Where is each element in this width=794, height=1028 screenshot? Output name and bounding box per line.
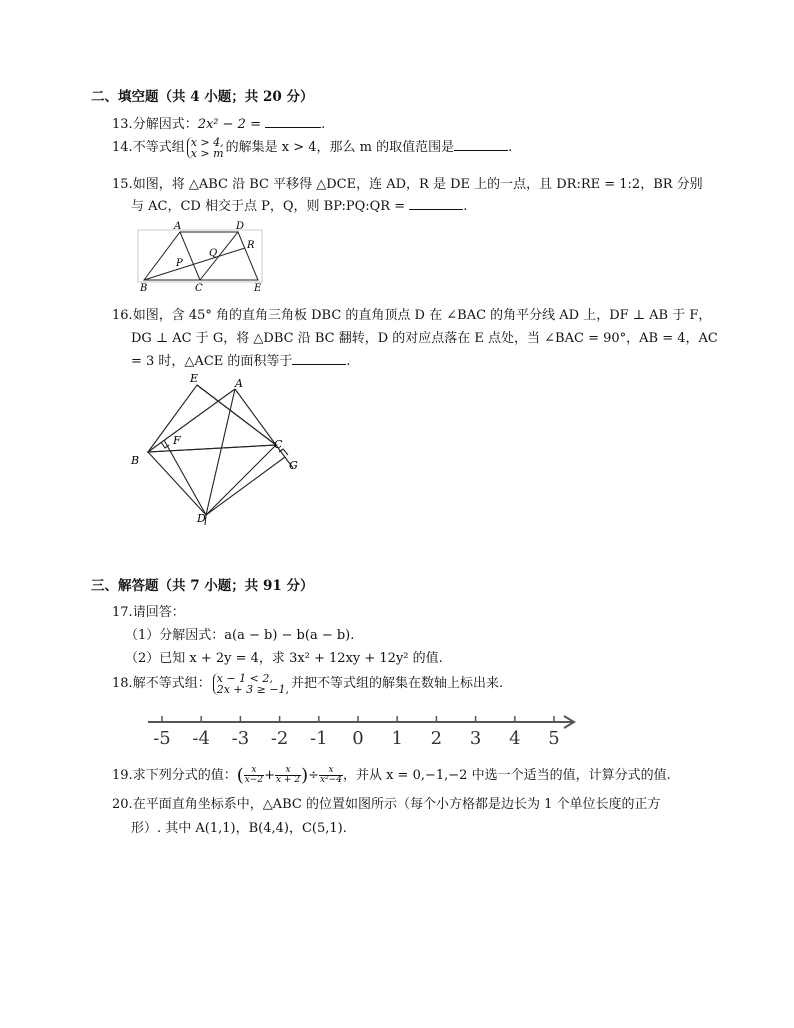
q16-answer-blank xyxy=(292,352,346,365)
segment-df xyxy=(164,440,206,515)
number-line-label: 1 xyxy=(391,728,403,749)
section-3-title: 三、解答题（共 7 小题；共 91 分） xyxy=(91,578,314,594)
q14-text1: 不等式组 xyxy=(132,140,185,155)
q15-figure-frame xyxy=(138,230,262,282)
q17-part1: （1）分解因式：a(a − b) − b(a − b). xyxy=(125,628,355,643)
question-16-line1 xyxy=(112,304,711,323)
q19-f3-numerator: x xyxy=(319,766,343,776)
q14-end: . xyxy=(508,140,513,155)
label-p: P xyxy=(176,258,183,269)
number-line-label: -5 xyxy=(153,728,171,749)
q19-plus: + xyxy=(264,768,275,783)
q13-text: 分解因式： xyxy=(132,117,198,132)
label-b: B xyxy=(140,283,148,292)
q18-text1: 解不等式组： xyxy=(132,676,211,691)
q19-f2-denominator: x + 2 xyxy=(275,775,301,785)
question-16-line3 xyxy=(131,350,351,369)
label-q: Q xyxy=(209,248,218,259)
q16-end: . xyxy=(346,354,351,369)
question-13 xyxy=(112,113,325,132)
label-d: D xyxy=(197,512,206,525)
question-16-line2: DG ⊥ AC 于 G，将 △DBC 沿 BC 翻转，D 的对应点落在 E 点处，当 ∠BAC = 90°，AB = 4，AC xyxy=(131,331,718,346)
question-14 xyxy=(112,136,512,159)
label-f: F xyxy=(173,434,181,447)
triangle-abc xyxy=(144,232,200,280)
q15-line2: 与 AC，CD 相交于点 P，Q，则 BP:PQ:QR = xyxy=(131,199,406,214)
number-line-label: 0 xyxy=(352,728,364,749)
q13-end: . xyxy=(321,117,326,132)
label-c: C xyxy=(274,438,283,451)
q19-open-paren: ( xyxy=(236,765,244,786)
q17-number: 17. xyxy=(112,605,133,620)
question-19 xyxy=(112,764,671,786)
q13-answer-blank xyxy=(265,115,321,128)
q19-f1-denominator: x−2 xyxy=(244,775,264,785)
q17-text: 请回答： xyxy=(132,605,185,620)
number-line xyxy=(140,708,580,750)
q17-part2: （2）已知 x + 2y = 4，求 3x² + 12xy + 12y² 的值. xyxy=(125,651,443,666)
q19-close-paren: ) xyxy=(301,765,309,786)
q18-system xyxy=(213,673,289,695)
label-c: C xyxy=(195,283,203,292)
question-15-line1 xyxy=(112,173,703,192)
q16-number: 16. xyxy=(112,308,133,323)
q14-answer-blank xyxy=(454,138,508,151)
number-line-label: -4 xyxy=(192,728,210,749)
segment-br xyxy=(144,248,245,280)
section-2-title: 二、填空题（共 4 小题；共 20 分） xyxy=(91,89,314,105)
number-line-label: -1 xyxy=(310,728,328,749)
label-a: A xyxy=(235,377,243,390)
number-line-label: 3 xyxy=(469,728,482,749)
q18-sys-line1: x − 1 < 2, xyxy=(216,671,273,685)
q18-number: 18. xyxy=(112,676,133,691)
q16-line3: = 3 时，△ACE 的面积等于 xyxy=(131,354,293,369)
question-18 xyxy=(112,672,503,695)
q14-sys-line2: x > m xyxy=(190,146,224,160)
q19-f1-numerator: x xyxy=(244,766,264,776)
segment-ec xyxy=(197,385,276,445)
q13-expression: 2x² − 2 = xyxy=(197,117,261,132)
segment-ac xyxy=(235,389,276,445)
q19-number: 19. xyxy=(112,768,133,783)
number-line-label: 5 xyxy=(548,728,560,749)
q15-answer-blank xyxy=(409,197,463,210)
q14-sys-line1: x > 4, xyxy=(190,135,224,149)
number-line-label: 4 xyxy=(509,728,521,749)
q19-fraction-3 xyxy=(319,766,343,785)
q20-line1: 在平面直角坐标系中，△ABC 的位置如图所示（每个小方格都是边长为 1 个单位长度的正方 xyxy=(132,797,661,812)
question-20-line1 xyxy=(112,793,660,812)
q18-text2: 并把不等式组的解集在数轴上标出来. xyxy=(291,676,504,691)
label-g: G xyxy=(289,459,298,472)
label-d: D xyxy=(236,221,245,232)
q20-number: 20. xyxy=(112,797,133,812)
q18-sys-line2: 2x + 3 ≥ −1, xyxy=(216,682,290,696)
q16-line1: 如图，含 45° 角的直角三角板 DBC 的直角顶点 D 在 ∠BAC 的角平分线 AD 上，DF ⊥ AB 于 F， xyxy=(132,308,712,323)
q15-end: . xyxy=(463,199,468,214)
q15-figure xyxy=(132,218,272,292)
question-15-line2 xyxy=(131,195,467,214)
number-line-label: 2 xyxy=(430,728,443,749)
q19-f3-denominator: x²−4 xyxy=(320,775,342,785)
number-line-label: -3 xyxy=(231,728,250,749)
label-r: R xyxy=(247,240,255,251)
q19-f2-numerator: x xyxy=(275,766,301,776)
q15-number: 15. xyxy=(112,177,133,192)
label-a: A xyxy=(174,221,182,232)
triangle-bdc xyxy=(148,445,276,515)
q14-text2: 的解集是 x > 4，那么 m 的取值范围是 xyxy=(225,140,455,155)
q14-system xyxy=(187,137,224,159)
q14-number: 14. xyxy=(112,140,133,155)
q19-text1: 求下列分式的值： xyxy=(132,768,237,783)
label-e: E xyxy=(190,372,199,385)
q16-figure xyxy=(125,370,310,530)
q13-number: 13. xyxy=(112,117,133,132)
label-e: E xyxy=(254,283,262,292)
q15-line1: 如图，将 △ABC 沿 BC 平移得 △DCE，连 AD，R 是 DE 上的一点，且 DR:RE = 1:2，BR 分别 xyxy=(132,177,703,192)
number-line-label: -2 xyxy=(270,728,289,749)
q19-fraction-2 xyxy=(275,766,301,785)
segment-ad xyxy=(206,389,235,515)
label-b: B xyxy=(131,454,140,467)
q19-divide: ÷ xyxy=(308,768,319,783)
question-20-line2: 形）. 其中 A(1,1)，B(4,4)，C(5,1). xyxy=(131,821,347,836)
question-17 xyxy=(112,601,185,620)
q19-text2: ，并从 x = 0,−1,−2 中选一个适当的值，计算分式的值. xyxy=(342,768,671,783)
q19-fraction-1 xyxy=(244,766,264,785)
